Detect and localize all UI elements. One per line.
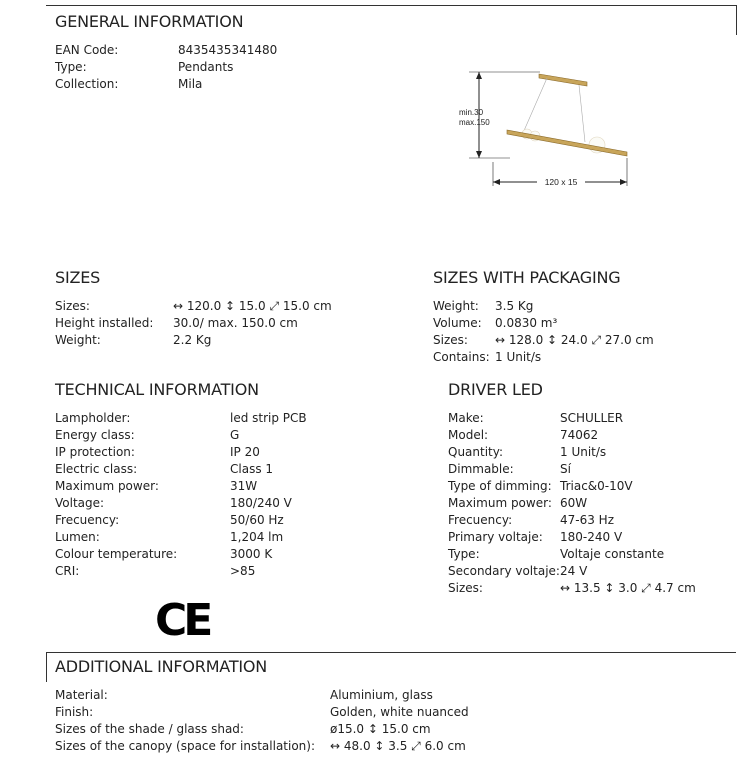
driver-frecuency-value: 47-63 Hz — [560, 513, 615, 527]
maximum-power-value: 31W — [230, 479, 258, 493]
height-installed-label: Height installed: — [55, 316, 154, 330]
packaging-weight-label: Weight: — [433, 299, 479, 313]
energy-class-label: Energy class: — [55, 428, 135, 442]
driver-dimming-type-value: Triac&0-10V — [560, 479, 633, 493]
driver-dimmable-label: Dimmable: — [448, 462, 514, 476]
driver-primary-voltage-label: Primary voltaje: — [448, 530, 543, 544]
width-arrow-right — [620, 179, 627, 185]
width-label: 120 x 15 — [544, 177, 578, 187]
ean-code-label: EAN Code: — [55, 43, 119, 57]
colour-temperature-value: 3000 K — [230, 547, 273, 561]
sizes-value: ↔ 120.0 ↕ 15.0 ⤢ 15.0 cm — [173, 299, 332, 313]
frecuency-label: Frecuency: — [55, 513, 120, 527]
lamp-bar — [507, 130, 627, 156]
driver-secondary-voltage-label: Secondary voltaje: — [448, 564, 560, 578]
additional-information-heading: ADDITIONAL INFORMATION — [55, 657, 268, 676]
ce-mark-logo: CE — [155, 595, 210, 646]
driver-maximum-power-value: 60W — [560, 496, 588, 510]
weight-label: Weight: — [55, 333, 101, 347]
cri-label: CRI: — [55, 564, 80, 578]
lumen-label: Lumen: — [55, 530, 100, 544]
sizes-label: Sizes: — [55, 299, 90, 313]
finish-value: Golden, white nuanced — [330, 705, 469, 719]
colour-temperature-label: Colour temperature: — [55, 547, 178, 561]
height-label-max: max.150 — [459, 118, 490, 127]
collection-value: Mila — [178, 77, 203, 91]
additional-left-border — [46, 652, 47, 682]
material-label: Material: — [55, 688, 108, 702]
product-dimension-diagram — [455, 60, 645, 195]
lumen-value: 1,204 lm — [230, 530, 284, 544]
driver-led-heading: DRIVER LED — [448, 380, 543, 399]
height-installed-value: 30.0/ max. 150.0 cm — [173, 316, 298, 330]
driver-sizes-label: Sizes: — [448, 581, 483, 595]
maximum-power-label: Maximum power: — [55, 479, 159, 493]
voltage-label: Voltage: — [55, 496, 105, 510]
frecuency-value: 50/60 Hz — [230, 513, 284, 527]
driver-dimmable-value: Sí — [560, 462, 571, 476]
canopy-sizes-value: ↔ 48.0 ↕ 3.5 ⤢ 6.0 cm — [330, 739, 466, 753]
height-arrow-bottom — [476, 151, 482, 158]
driver-type-label: Type: — [448, 547, 480, 561]
driver-maximum-power-label: Maximum power: — [448, 496, 552, 510]
driver-secondary-voltage-value: 24 V — [560, 564, 588, 578]
packaging-sizes-value: ↔ 128.0 ↕ 24.0 ⤢ 27.0 cm — [495, 333, 654, 347]
cri-value: >85 — [230, 564, 256, 578]
ip-protection-value: IP 20 — [230, 445, 260, 459]
driver-make-value: SCHULLER — [560, 411, 624, 425]
finish-label: Finish: — [55, 705, 94, 719]
lampholder-label: Lampholder: — [55, 411, 131, 425]
packaging-contains-label: Contains: — [433, 350, 490, 364]
width-arrow-left — [493, 179, 500, 185]
driver-type-value: Voltaje constante — [560, 547, 665, 561]
driver-quantity-value: 1 Unit/s — [560, 445, 607, 459]
shade-sizes-value: ø15.0 ↕ 15.0 cm — [330, 722, 431, 736]
sizes-with-packaging-heading: SIZES WITH PACKAGING — [433, 268, 621, 287]
type-label: Type: — [55, 60, 87, 74]
height-label-min: min.30 — [459, 108, 484, 117]
electric-class-value: Class 1 — [230, 462, 274, 476]
weight-value: 2.2 Kg — [173, 333, 212, 347]
driver-model-value: 74062 — [560, 428, 599, 442]
height-arrow-top — [476, 72, 482, 79]
packaging-volume-label: Volume: — [433, 316, 482, 330]
type-value: Pendants — [178, 60, 234, 74]
canopy-sizes-label: Sizes of the canopy (space for installation): — [55, 739, 316, 753]
top-right-border — [736, 5, 737, 35]
technical-information-heading: TECHNICAL INFORMATION — [55, 380, 259, 399]
voltage-value: 180/240 V — [230, 496, 292, 510]
driver-quantity-label: Quantity: — [448, 445, 504, 459]
packaging-weight-value: 3.5 Kg — [495, 299, 534, 313]
driver-dimming-type-label: Type of dimming: — [448, 479, 552, 493]
sizes-heading: SIZES — [55, 268, 101, 287]
packaging-sizes-label: Sizes: — [433, 333, 468, 347]
electric-class-label: Electric class: — [55, 462, 138, 476]
top-divider — [46, 5, 736, 6]
material-value: Aluminium, glass — [330, 688, 433, 702]
general-information-heading: GENERAL INFORMATION — [55, 12, 244, 31]
ean-code-value: 8435435341480 — [178, 43, 278, 57]
ip-protection-label: IP protection: — [55, 445, 135, 459]
packaging-volume-value: 0.0830 m³ — [495, 316, 558, 330]
shade-sizes-label: Sizes of the shade / glass shad: — [55, 722, 244, 736]
collection-label: Collection: — [55, 77, 119, 91]
additional-divider — [46, 652, 736, 653]
driver-model-label: Model: — [448, 428, 489, 442]
driver-sizes-value: ↔ 13.5 ↕ 3.0 ⤢ 4.7 cm — [560, 581, 696, 595]
driver-make-label: Make: — [448, 411, 484, 425]
lampholder-value: led strip PCB — [230, 411, 307, 425]
packaging-contains-value: 1 Unit/s — [495, 350, 542, 364]
driver-frecuency-label: Frecuency: — [448, 513, 513, 527]
driver-primary-voltage-value: 180-240 V — [560, 530, 623, 544]
energy-class-value: G — [230, 428, 240, 442]
